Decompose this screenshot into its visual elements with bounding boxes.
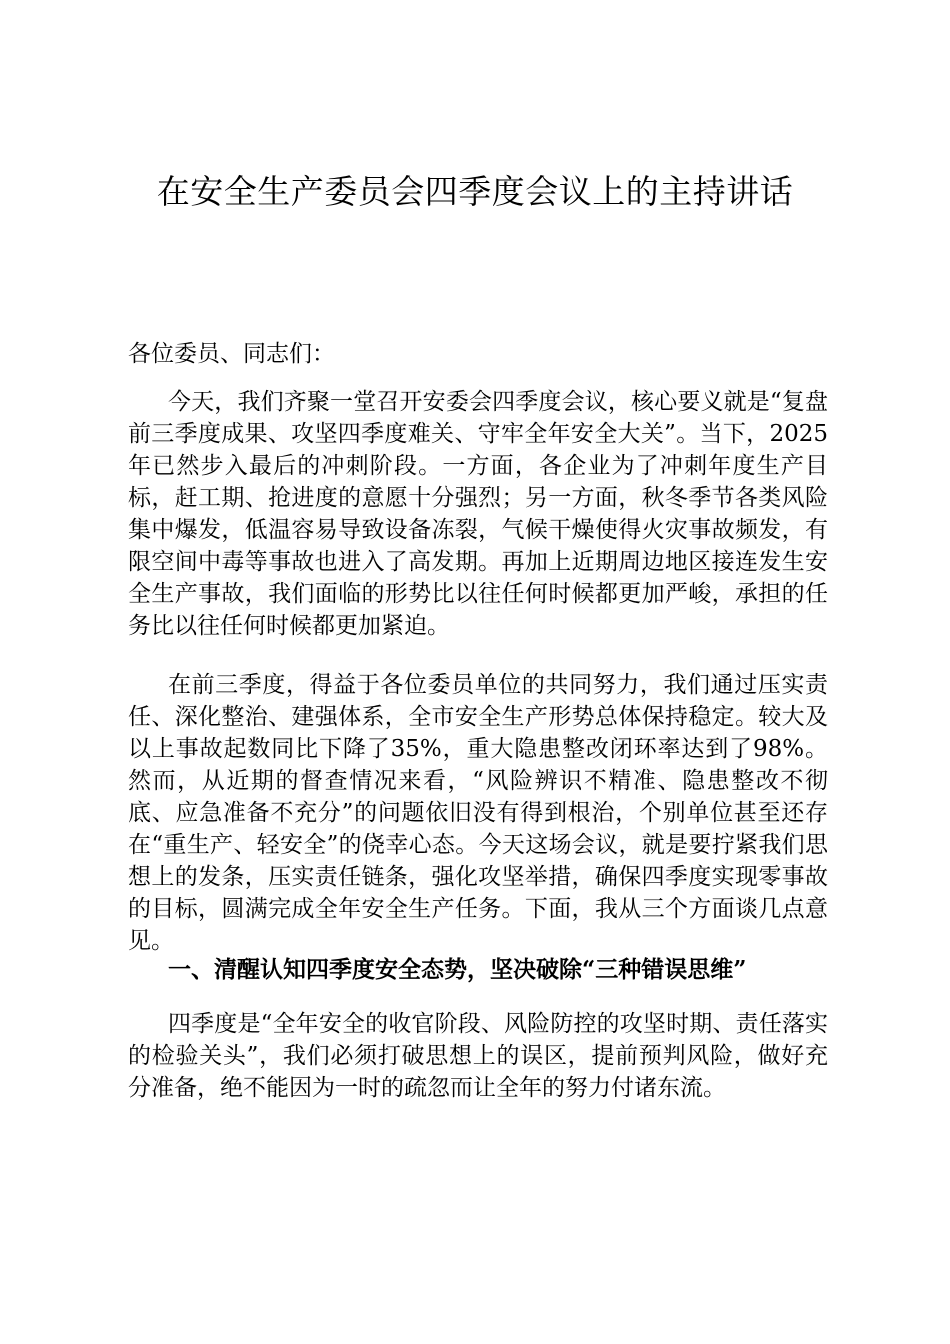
paragraph-intro: 今天，我们齐聚一堂召开安委会四季度会议，核心要义就是“复盘前三季度成果、攻坚四季度难关、守牢全年安全大关”。当下，2025年已然步入最后的冲刺阶段。一方面，各企业为了冲刺年度生产目标，赶工期、抢进度的意愿十分强烈；另一方面，秋冬季节各类风险集中爆发，低温容易导致设备冻裂，气候干燥使得火灾事故频发，有限空间中毒等事故也进入了高发期。再加上近期周边地区接连发生安全生产事故，我们面临的形势比以往任何时候都更加严峻，承担的任务比以往任何时候都更加紧迫。 <box>128 389 828 639</box>
document-title: 在安全生产委员会四季度会议上的主持讲话 <box>156 172 794 211</box>
paragraph-review: 在前三季度，得益于各位委员单位的共同努力，我们通过压实责任、深化整治、建强体系，全市安全生产形势总体保持稳定。较大及以上事故起数同比下降了35%，重大隐患整改闭环率达到了98%。然而，从近期的督查情况来看，“风险辨识不精准、隐患整改不彻底、应急准备不充分”的问题依旧没有得到根治，个别单位甚至还存在“重生产、轻安全”的侥幸心态。今天这场会议，就是要拧紧我们思想上的发条，压实责任链条，强化攻坚举措，确保四季度实现零事故的目标，圆满完成全年安全生产任务。下面，我从三个方面谈几点意见。 <box>128 672 828 954</box>
paragraph-section-one: 四季度是“全年安全的收官阶段、风险防控的攻坚时期、责任落实的检验关头”，我们必须打破思想上的误区，提前预判风险，做好充分准备，绝不能因为一时的疏忽而让全年的努力付诸东流。 <box>128 1011 828 1101</box>
section-heading: 一、清醒认知四季度安全态势，坚决破除“三种错误思维” <box>168 956 747 983</box>
salutation: 各位委员、同志们： <box>128 341 335 367</box>
